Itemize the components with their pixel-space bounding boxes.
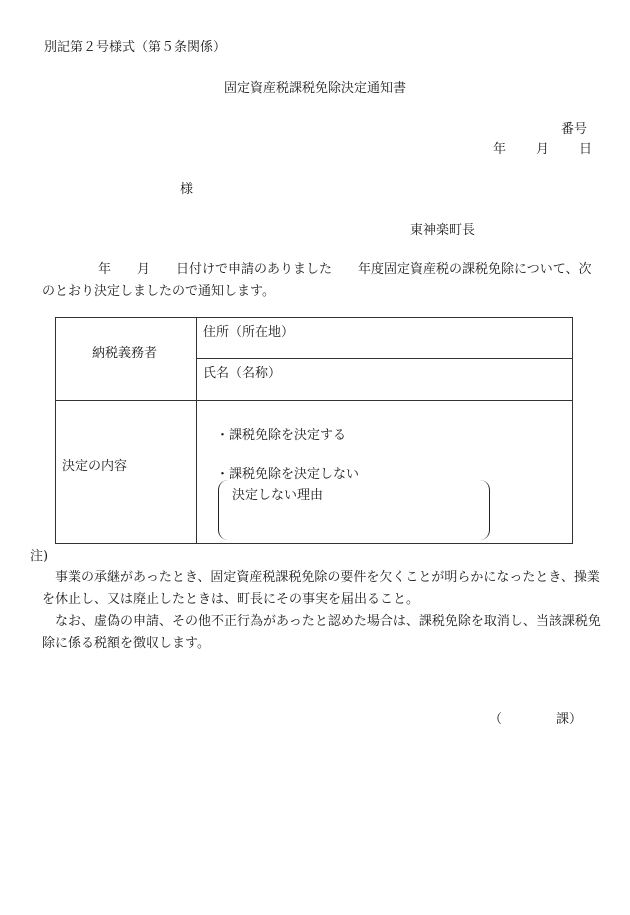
department-label — [489, 708, 582, 727]
body-month: 月 — [137, 262, 151, 277]
decision-label-cell — [56, 401, 197, 544]
address-label: 住所（所在地） — [197, 318, 572, 359]
form-identifier: 別記第２号様式（第５条関係） — [44, 40, 227, 55]
date-month: 月 — [536, 142, 550, 157]
option-deny-exemption: ・課税免除を決定しない — [216, 467, 360, 482]
notes-body — [42, 567, 602, 655]
body-date-text: 日付けで申請のありました — [176, 262, 333, 277]
department-open: （ — [489, 712, 503, 727]
decision-label: 決定の内容 — [62, 459, 128, 474]
department-close: 課） — [556, 712, 583, 727]
note-paragraph-1: 事業の承継があったとき、固定資産税課税免除の要件を欠くことが明らかになったとき、操業を休止し、又は廃止したときは、町長にその事実を届出ること。 — [42, 570, 600, 607]
reason-label: 決定しない理由 — [232, 488, 324, 503]
name-label: 氏名（名称） — [203, 366, 282, 381]
note-paragraph-2: なお、虚偽の申請、その他不正行為があったと認めた場合は、課税免除を取消し、当該課税免除に係る税額を徴収します。 — [42, 614, 601, 651]
taxpayer-detail-cell — [197, 318, 573, 401]
taxpayer-label: 納税義務者 — [92, 346, 158, 361]
taxpayer-label-cell — [56, 318, 197, 401]
issue-date — [493, 138, 592, 157]
addressee-suffix: 様 — [180, 182, 194, 197]
issuer-name: 東神楽町長 — [410, 223, 476, 238]
body-tail-text: 年度固定資産税の課税免除について、次のとおり決定しましたので通知します。 — [42, 262, 592, 299]
document-number-label: 番号 — [561, 122, 588, 137]
date-day: 日 — [579, 142, 593, 157]
document-title: 固定資産税課税免除決定通知書 — [223, 81, 406, 96]
option-grant-exemption: ・課税免除を決定する — [216, 428, 347, 443]
date-year: 年 — [493, 142, 507, 157]
notice-body — [42, 259, 600, 303]
body-year: 年 — [98, 262, 112, 277]
notes-heading: 注) — [30, 549, 49, 564]
